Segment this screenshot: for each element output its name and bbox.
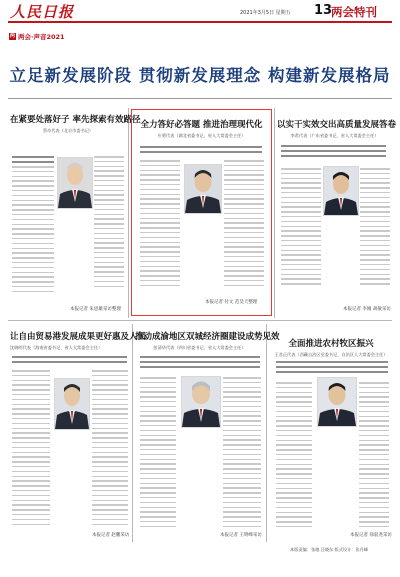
article-byline: 应勇代表（湖北省委书记、省人大常委会主任） bbox=[157, 133, 246, 138]
article-4[interactable] bbox=[10, 330, 147, 351]
headline-rule bbox=[8, 98, 392, 99]
portrait-photo bbox=[323, 166, 359, 216]
column-icon: 两 bbox=[9, 33, 15, 39]
article-3-lead bbox=[281, 145, 386, 160]
article-signoff: 本报记者 付文 范昊天整理 bbox=[205, 300, 258, 305]
article-2[interactable] bbox=[133, 118, 270, 139]
portrait-photo bbox=[317, 377, 357, 427]
article-byline: 李希代表（广东省委书记、省人大常委会主任） bbox=[290, 133, 379, 138]
column-divider bbox=[132, 324, 133, 542]
row-divider bbox=[8, 320, 392, 321]
article-byline: 沈晓明代表（海南省委书记、省人大常委会主任） bbox=[10, 345, 103, 350]
article-4-text-left bbox=[12, 370, 50, 528]
article-3-text-right bbox=[360, 168, 390, 288]
article-signoff: 本报记者 徐驭尧采访 bbox=[350, 533, 392, 538]
article-title[interactable]: 推动成渝地区双城经济圈建设成势见效 bbox=[135, 332, 280, 342]
article-signoff: 本报记者 朱思雄采访整理 bbox=[70, 307, 121, 312]
masthead-rule bbox=[8, 21, 392, 23]
article-1-text-right bbox=[94, 156, 124, 290]
masthead bbox=[8, 2, 392, 20]
article-4-lead bbox=[12, 356, 127, 366]
article-5-text-right bbox=[223, 377, 261, 531]
section-title: 两会特刊 bbox=[331, 5, 377, 19]
article-6-text-right bbox=[359, 382, 389, 531]
article-byline: 蔡奇代表（北京市委书记） bbox=[42, 128, 94, 133]
article-3[interactable] bbox=[277, 118, 397, 139]
article-5-lead bbox=[140, 356, 260, 371]
article-2-text-right bbox=[224, 160, 264, 290]
article-signoff: 本报记者 赵鹏采访 bbox=[92, 533, 130, 538]
page-headline: 立足新发展阶段 贯彻新发展理念 构建新发展格局 bbox=[9, 66, 391, 85]
article-title[interactable]: 在紧要处落好子 率先探索有效路径 bbox=[10, 115, 141, 125]
article-6[interactable] bbox=[270, 337, 392, 358]
portrait-photo bbox=[181, 376, 221, 428]
article-byline: 王君正代表（西藏自治区党委书记、自治区人大常委会主任） bbox=[274, 352, 388, 357]
article-2-text-left bbox=[140, 160, 180, 290]
article-1-text-left bbox=[12, 156, 54, 296]
portrait-photo bbox=[57, 157, 93, 209]
article-title[interactable]: 以实干实效交出高质量发展答卷 bbox=[277, 120, 397, 130]
article-5-text-left bbox=[140, 377, 176, 531]
column-divider bbox=[128, 108, 129, 318]
page-number: 13 bbox=[314, 3, 333, 18]
column-divider bbox=[274, 108, 275, 318]
article-4-text-right bbox=[92, 370, 128, 528]
article-byline: 彭清华代表（四川省委书记、省人大常委会主任） bbox=[153, 345, 246, 350]
article-2-lead bbox=[140, 146, 262, 156]
article-signoff: 本报记者 李刚 胡敏采访 bbox=[343, 307, 391, 312]
article-3-text-left bbox=[281, 168, 321, 288]
article-title[interactable]: 全力答好必答题 推进治理现代化 bbox=[140, 120, 263, 130]
issue-date: 2021年3月5日 星期五 bbox=[240, 10, 291, 16]
article-title[interactable]: 让自由贸易港发展成果更好惠及人民 bbox=[10, 332, 147, 342]
column-divider bbox=[266, 324, 267, 542]
column-label-text: 两会·声音2021 bbox=[18, 33, 65, 41]
article-signoff: 本报记者 王明峰采访 bbox=[220, 533, 262, 538]
portrait-photo bbox=[54, 378, 90, 430]
page-credits: 本版责编：张璁 汪晓东 版式设计：张丹峰 bbox=[290, 547, 369, 552]
portrait-photo bbox=[184, 164, 222, 214]
article-title[interactable]: 全面推进农村牧区振兴 bbox=[288, 339, 374, 349]
column-label bbox=[9, 32, 65, 41]
article-5[interactable] bbox=[135, 330, 280, 351]
article-6-text-left bbox=[276, 382, 312, 531]
article-1[interactable] bbox=[10, 113, 141, 134]
newspaper-logo: 人民日报 bbox=[10, 3, 75, 21]
article-6-lead bbox=[276, 361, 388, 376]
